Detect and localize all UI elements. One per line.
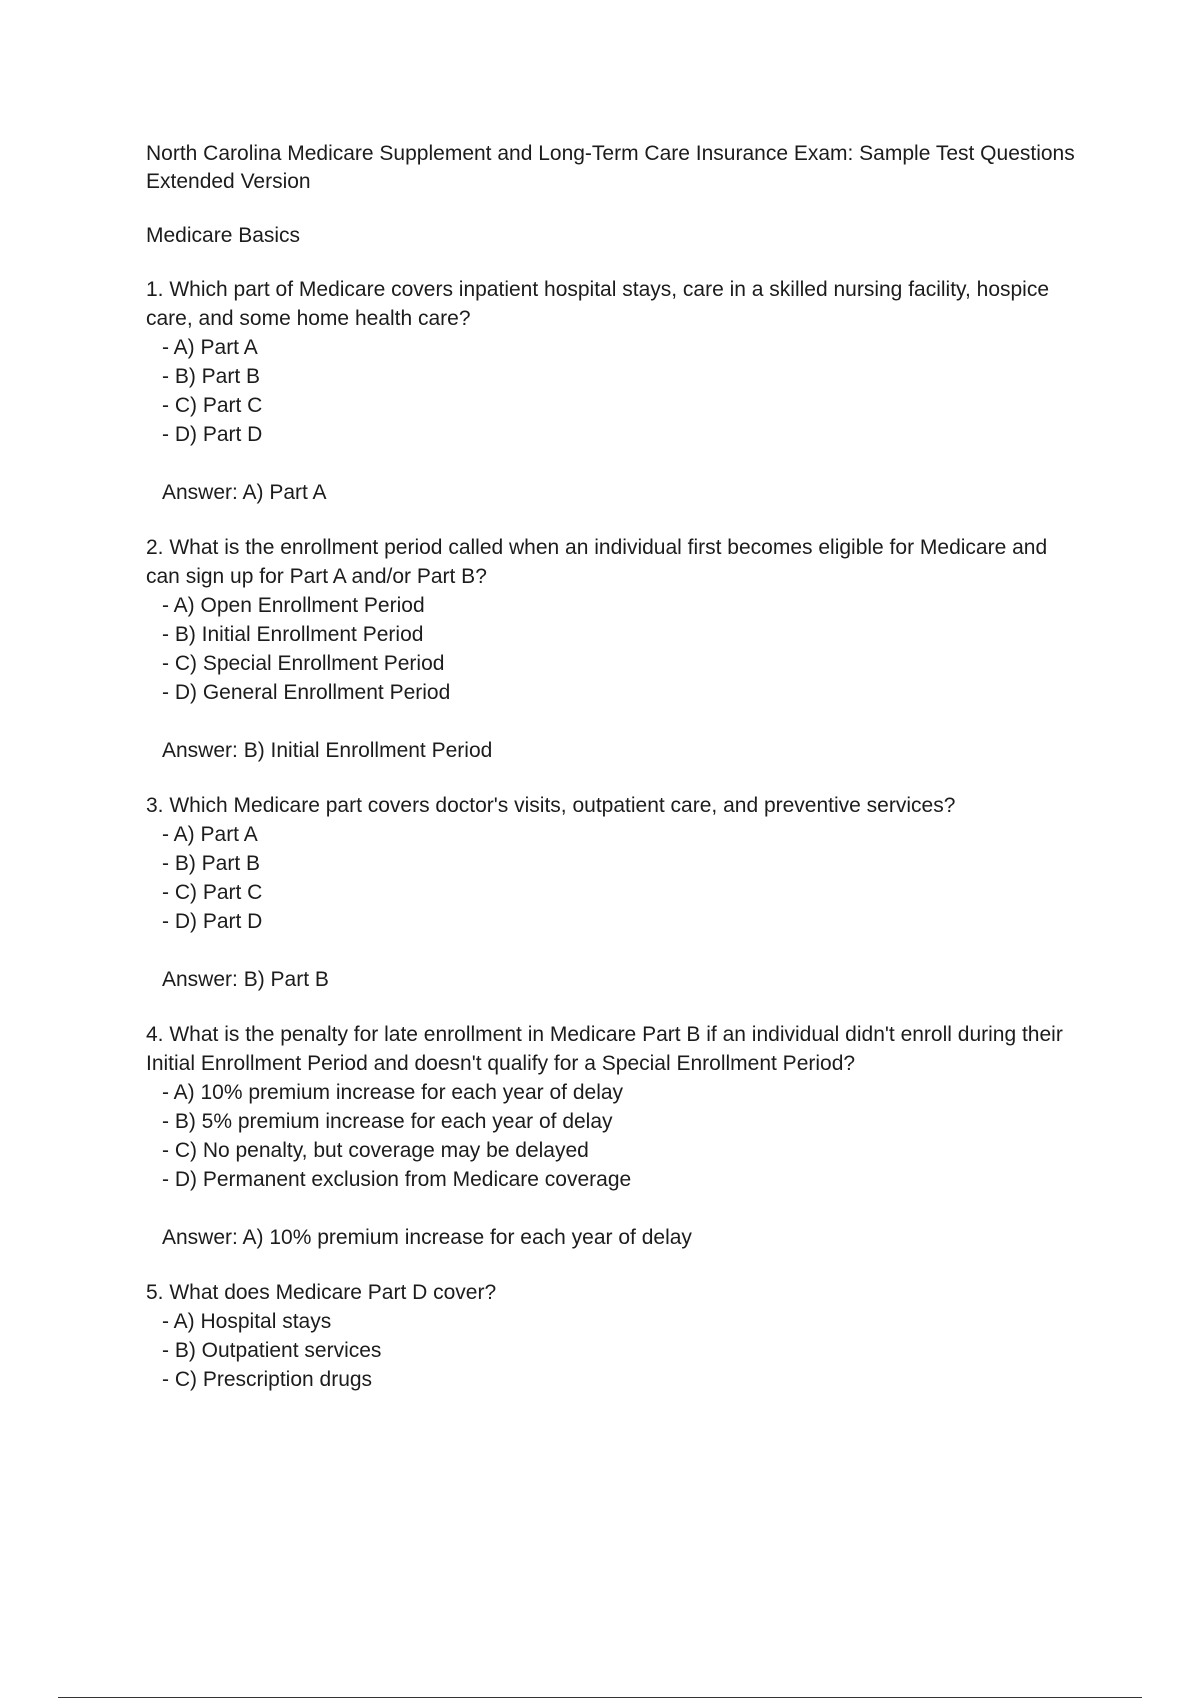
option-c: - C) No penalty, but coverage may be delayed [162,1139,589,1162]
option-list [146,1078,1086,1194]
option-a: - A) Hospital stays [162,1310,332,1333]
question-text: 3. Which Medicare part covers doctor's visits, outpatient care, and preventive services? [146,794,956,817]
answer: Answer: B) Initial Enrollment Period [162,739,493,762]
option-list [146,333,1086,449]
option-d: - D) Part D [162,423,263,446]
option-b: - B) Initial Enrollment Period [162,623,424,646]
answer: Answer: A) 10% premium increase for each year of delay [162,1226,692,1249]
question-3 [146,791,1086,994]
question-text: 2. What is the enrollment period called when an individual first becomes eligible for Medicare and can sign up for Part A and/or Part B? [146,536,1048,588]
option-d: - D) Part D [162,910,263,933]
option-b: - B) 5% premium increase for each year of delay [162,1110,613,1133]
option-c: - C) Part C [162,394,263,417]
question-5 [146,1278,1086,1394]
document-title: North Carolina Medicare Supplement and Long-Term Care Insurance Exam: Sample Test Questions Extended Version [146,142,1075,193]
option-c: - C) Part C [162,881,263,904]
option-list [146,1307,1086,1394]
option-c: - C) Prescription drugs [162,1368,373,1391]
option-b: - B) Outpatient services [162,1339,382,1362]
question-4 [146,1020,1086,1252]
option-list [146,591,1086,707]
page-bottom-divider [58,1697,1142,1698]
option-list [146,820,1086,936]
option-a: - A) Open Enrollment Period [162,594,425,617]
question-2 [146,533,1086,765]
question-1 [146,275,1086,507]
section-heading: Medicare Basics [146,224,301,247]
question-text: 5. What does Medicare Part D cover? [146,1281,497,1304]
question-text: 1. Which part of Medicare covers inpatient hospital stays, care in a skilled nursing facility, hospice care, and some home health care? [146,278,1050,330]
option-a: - A) Part A [162,823,258,846]
option-a: - A) Part A [162,336,258,359]
answer: Answer: A) Part A [162,481,327,504]
option-d: - D) General Enrollment Period [162,681,451,704]
option-c: - C) Special Enrollment Period [162,652,445,675]
option-b: - B) Part B [162,852,261,875]
option-b: - B) Part B [162,365,261,388]
document-page [146,140,1086,1420]
question-text: 4. What is the penalty for late enrollment in Medicare Part B if an individual didn't enroll during their Initial Enrollment Period and doesn't qualify for a Special Enrollment Period? [146,1023,1063,1075]
option-a: - A) 10% premium increase for each year of delay [162,1081,624,1104]
answer: Answer: B) Part B [162,968,329,991]
option-d: - D) Permanent exclusion from Medicare coverage [162,1168,632,1191]
